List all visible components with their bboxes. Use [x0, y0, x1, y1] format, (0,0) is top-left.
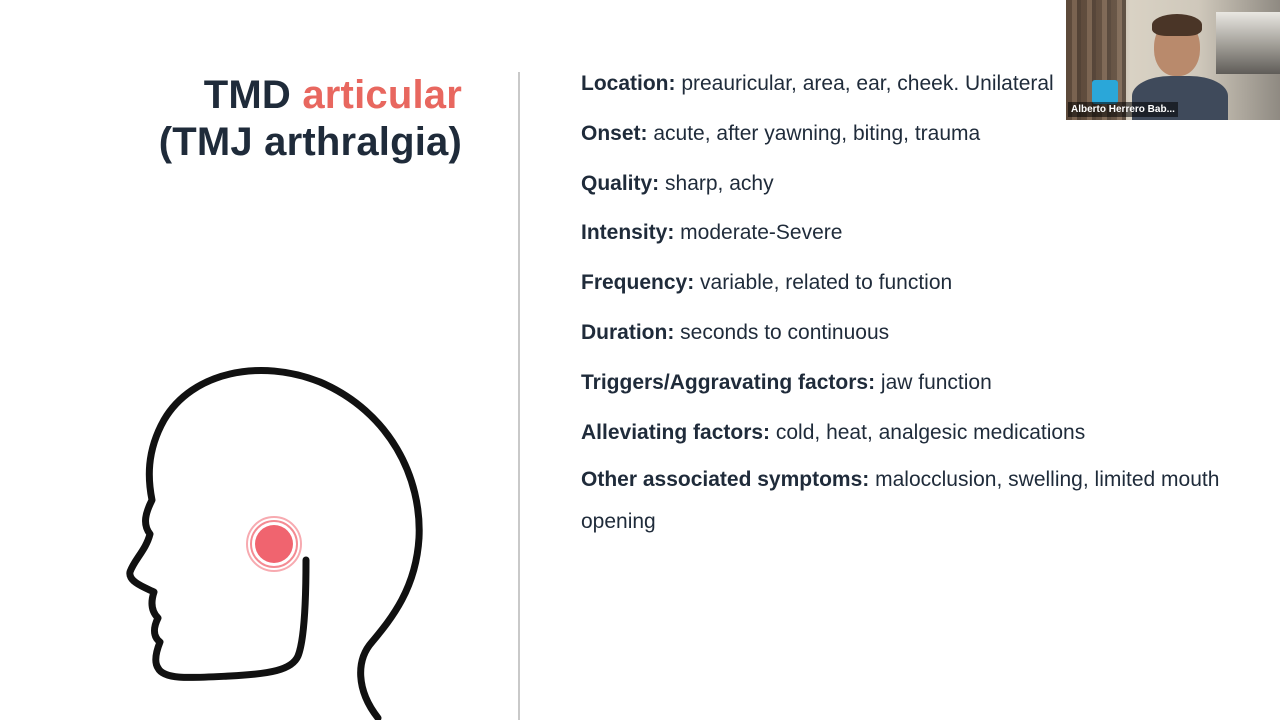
property-key: Onset:: [581, 121, 648, 145]
property-key: Frequency:: [581, 271, 695, 295]
property-duration: [581, 317, 1241, 367]
property-key: Alleviating factors:: [581, 420, 771, 444]
property-value: seconds to continuous: [674, 320, 890, 344]
title-accent: articular: [302, 73, 462, 117]
video-background-painting: [1216, 12, 1280, 74]
property-onset: [581, 118, 1241, 168]
property-value: jaw function: [875, 370, 992, 394]
property-value: acute, after yawning, biting, trauma: [647, 121, 981, 145]
property-value: malocclusion, swelling, limited mouth opening: [581, 468, 1220, 534]
property-associated-symptoms: [581, 459, 1241, 534]
property-key: Other associated symptoms:: [581, 468, 870, 492]
slide-title: [159, 72, 462, 166]
symptom-property-list: [581, 68, 1241, 534]
property-intensity: [581, 217, 1241, 267]
participant-video-tile[interactable]: [1066, 0, 1280, 120]
participant-name-label: Alberto Herrero Bab...: [1068, 102, 1178, 117]
property-value: cold, heat, analgesic medications: [770, 420, 1086, 444]
property-value: variable, related to function: [694, 271, 953, 295]
participant-hair: [1152, 14, 1202, 36]
property-key: Location:: [581, 72, 676, 95]
property-triggers: [581, 367, 1241, 417]
title-line-2: (TMJ arthralgia): [158, 120, 462, 164]
vertical-divider: [518, 72, 520, 720]
head-profile-icon: [120, 360, 440, 720]
video-background-lamp: [1092, 80, 1118, 104]
property-key: Triggers/Aggravating factors:: [581, 370, 876, 394]
property-quality: [581, 168, 1241, 218]
property-frequency: [581, 267, 1241, 317]
property-key: Duration:: [581, 320, 675, 344]
title-line-1: [159, 72, 462, 119]
title-prefix: TMD: [203, 73, 303, 117]
property-value: moderate-Severe: [674, 221, 843, 245]
property-key: Quality:: [581, 171, 660, 195]
property-value: sharp, achy: [659, 171, 774, 195]
property-key: Intensity:: [581, 221, 675, 245]
property-value: preauricular, area, ear, cheek. Unilateral: [675, 72, 1054, 95]
